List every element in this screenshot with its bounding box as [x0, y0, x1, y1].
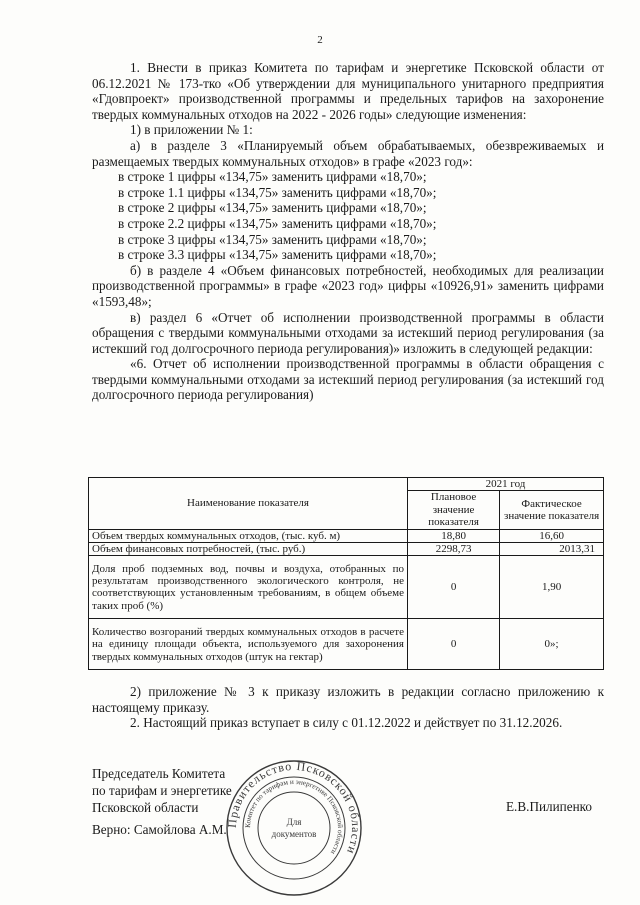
replacement-line: в строке 3 цифры «134,75» заменить цифрами «18,70»;: [118, 231, 427, 247]
replacement-line: в строке 2.2 цифры «134,75» заменить цифрами «18,70»;: [118, 215, 437, 231]
table-cell-fact: 2013,31: [500, 543, 604, 556]
replacement-line: в строке 2 цифры «134,75» заменить цифрами «18,70»;: [118, 200, 427, 216]
signature-block: [92, 765, 232, 816]
table-header-plan: Плановое значение показателя: [408, 491, 500, 529]
subparagraph-b: б) в разделе 4 «Объем финансовых потребностей, необходимых для реализации производственной программы» в графе «2023 год» цифры «10926,91» заменить цифрами «1593,48»;: [92, 262, 604, 309]
certified-copy-note: Верно: Самойлова А.М.: [92, 822, 227, 837]
table-cell-plan: 2298,73: [408, 543, 500, 556]
stamp-center-line-2: документов: [271, 829, 317, 839]
paragraph-2: 2. Настоящий приказ вступает в силу с 01.12.2022 и действует по 31.12.2026.: [130, 715, 563, 731]
table-cell-plan: 18,80: [408, 529, 500, 542]
table-cell-plan: 0: [408, 556, 500, 619]
signature-line: Псковской области: [92, 800, 199, 815]
signer-name: Е.В.Пилипенко: [506, 799, 592, 814]
quoted-section-title: «6. Отчет об исполнении производственной программы в области обращения с твердыми коммунальными отходами за истекший период регулирования (за истекший год долгосрочного периода регулирования): [92, 356, 604, 403]
table-row: [89, 556, 604, 619]
table-header-fact: Фактическое значение показателя: [500, 491, 604, 529]
table-header-name: Наименование показателя: [89, 478, 408, 530]
subparagraph-2: 2) приложение № 3 к приказу изложить в редакции согласно приложению к настоящему приказу.: [92, 684, 604, 715]
stamp-outer-text: Правительство Псковской области: [224, 758, 364, 857]
document-body: [92, 60, 604, 403]
table-cell-fact: 16,60: [500, 529, 604, 542]
report-table: [88, 477, 604, 670]
table-cell-fact: 0»;: [500, 619, 604, 670]
replacement-line: в строке 1 цифры «134,75» заменить цифрами «18,70»;: [118, 169, 427, 185]
stamp-inner-text: Комитет по тарифам и энергетике Псковской области: [243, 777, 345, 856]
paragraph-1: 1. Внести в приказ Комитета по тарифам и энергетике Псковской области от 06.12.2021 № 173-тко «Об утверждении для муниципального унитарного предприятия «Гдовпроект» производственной программы и предельных тарифов на захоронение твердых коммунальных отходов на 2022 - 2026 годы» следующие изменения:: [92, 60, 604, 122]
signature-line: Председатель Комитета: [92, 766, 226, 781]
page-number: 2: [317, 34, 323, 46]
subparagraph-1: 1) в приложении № 1:: [130, 122, 253, 138]
table-cell-name: Объем финансовых потребностей, (тыс. руб.): [89, 543, 408, 556]
table-cell-plan: 0: [408, 619, 500, 670]
table-cell-name: Доля проб подземных вод, почвы и воздуха, отобранных по результатам производственного экологического контроля, не соответствующих установленным требованиям, в общем объеме таких проб (%): [89, 556, 408, 619]
signature-line: по тарифам и энергетике: [92, 783, 232, 798]
table-cell-fact: 1,90: [500, 556, 604, 619]
svg-text:Правительство Псковской област: [225, 759, 363, 857]
table-row: [89, 543, 604, 556]
closing-paragraphs: [92, 684, 604, 731]
table-header-year: 2021 год: [408, 478, 604, 491]
replacement-line: в строке 1.1 цифры «134,75» заменить цифрами «18,70»;: [118, 184, 437, 200]
table-row: [89, 619, 604, 670]
table-row: [89, 529, 604, 542]
stamp-center-line-1: Для: [286, 817, 302, 827]
official-stamp-icon: [224, 758, 364, 898]
table-cell-name: Объем твердых коммунальных отходов, (тыс. куб. м): [89, 529, 408, 542]
subparagraph-v: в) раздел 6 «Отчет об исполнении производственной программы в области обращения с твердыми коммунальными отходами за истекший период регулирования (за истекший год долгосрочного периода регулирования)» изложить в следующей редакции:: [92, 309, 604, 356]
table-cell-name: Количество возгораний твердых коммунальных отходов в расчете на единицу площади объекта, используемого для захоронения твердых коммунальных отходов (штук на гектар): [89, 619, 408, 670]
replacement-line: в строке 3.3 цифры «134,75» заменить цифрами «18,70»;: [118, 247, 437, 263]
subparagraph-a: а) в разделе 3 «Планируемый объем обрабатываемых, обезвреживаемых и размещаемых твердых коммунальных отходов» в графе «2023 год»:: [92, 137, 604, 169]
